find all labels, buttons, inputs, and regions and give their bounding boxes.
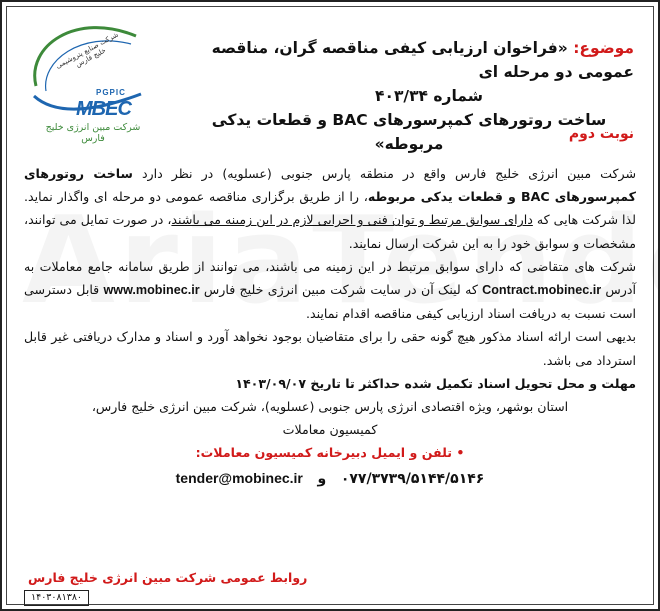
logo-arc-text: شرکت صنایع پتروشیمی خلیج فارس xyxy=(54,30,120,71)
phone-number: ۰۷۷/۳۷۳۹/۵۱۴۴/۵۱۴۶ xyxy=(340,470,485,487)
round-label: نوبت دوم xyxy=(568,126,634,142)
logo-mbec: MBEC xyxy=(76,98,131,120)
paragraph-disclaimer: بدیهی است ارائه اسناد مذکور هیچ گونه حقی را برای متقاضیان بوجود نخواهد آورد و اسناد و مدارک دریافتی غیر قابل استرداد می باشد. xyxy=(24,329,636,368)
p1-text-c: ، در صورت تمایل می توانند، مشخصات و سوابق خود را به این شرکت ارسال نمایند. xyxy=(24,212,636,251)
deadline: مهلت و محل تحویل اسناد تکمیل شده حداکثر تا تاریخ ۱۴۰۳/۰۹/۰۷ xyxy=(235,375,636,391)
p1-underlined: دارای سوابق مرتبط و توان فنی و اجرایی لازم در این زمینه می باشند xyxy=(171,212,533,228)
paragraph-intro xyxy=(24,162,636,255)
notice-body xyxy=(24,162,636,491)
address-line-1: استان بوشهر، ویژه اقتصادی انرژی پارس جنوبی (عسلویه)، شرکت مبین انرژی خلیج فارس، xyxy=(91,399,569,415)
public-relations-signature: روابط عمومی شرکت مبین انرژی خلیج فارس xyxy=(28,570,308,585)
p1-bold: ساخت روتورهای کمپرسورهای BAC و قطعات یدکی مربوطه xyxy=(24,166,636,205)
p2-text-c: قابل دسترسی است نسبت به دریافت اسناد ارزیابی کیفی مناقصه اقدام نمایند. xyxy=(24,282,636,322)
contact-title: • تلفن و ایمیل دبیرخانه کمیسیون معاملات: xyxy=(195,445,465,461)
p2-text-a: شرکت های متقاضی که دارای سوابق مرتبط در این زمینه می باشند، می توانند از طریق سامانه جامع معاملات به آدرس xyxy=(24,258,636,298)
p1-text-b: ، را از طریق برگزاری مناقصه عمومی دو مرحله ای واگذار نماید. لذا شرکت هایی که xyxy=(24,189,636,228)
paragraph-documents xyxy=(24,255,636,326)
notice-header xyxy=(164,36,634,156)
reference-number: ۱۴۰۳۰۸۱۳۸۰ xyxy=(24,590,89,606)
address-line-2: کمیسیون معاملات xyxy=(282,422,378,438)
contact-line xyxy=(24,467,636,491)
p2-text-b: که لینک آن در سایت شرکت مبین انرژی خلیج فارس xyxy=(199,282,483,298)
contract-portal-link[interactable]: Contract.mobinec.ir xyxy=(482,283,602,298)
logo-caption: شرکت مبین انرژی خلیج فارس xyxy=(45,122,141,144)
header-title: «فراخوان ارزیابی کیفی مناقصه گران، مناقصه عمومی دو مرحله ای xyxy=(211,39,634,81)
tender-subject: ساخت روتورهای کمپرسورهای BAC و قطعات یدکی مربوطه» xyxy=(211,111,607,153)
subject-label: موضوع: xyxy=(573,39,634,57)
email-link[interactable]: tender@mobinec.ir xyxy=(175,469,303,486)
header-line-1 xyxy=(164,36,634,84)
tender-number: شماره ۴۰۳/۳۴ xyxy=(375,87,483,105)
logo-pgpic: PGPIC xyxy=(96,88,126,97)
p1-text-a: شرکت مبین انرژی خلیج فارس واقع در منطقه پارس جنوبی (عسلویه) در نظر دارد xyxy=(132,166,636,181)
company-logo xyxy=(16,16,156,144)
website-link[interactable]: www.mobinec.ir xyxy=(103,283,200,298)
contact-and: و xyxy=(317,470,327,487)
